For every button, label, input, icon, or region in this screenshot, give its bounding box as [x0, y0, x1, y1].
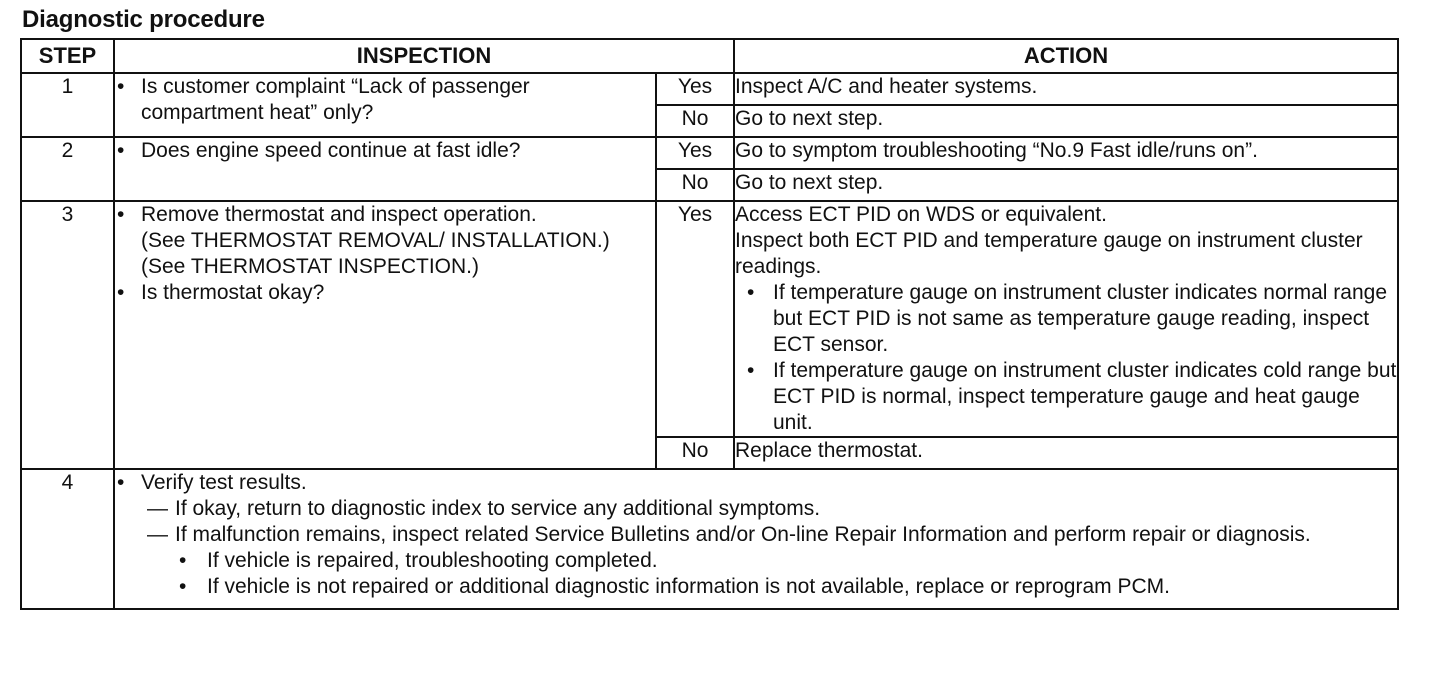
action-cell: Replace thermostat. — [734, 437, 1398, 469]
action-bullet: • If temperature gauge on instrument cluster indicates cold range but ECT PID is normal, inspect temperature gauge and heat gauge unit. — [735, 358, 1397, 436]
sub-bullet: • If vehicle is not repaired or additional diagnostic information is not available, replace or reprogram PCM. — [177, 574, 1397, 600]
action-cell: Go to next step. — [734, 169, 1398, 201]
inspection-bullet: • Is customer complaint “Lack of passenger compartment heat” only? — [115, 74, 655, 126]
step-number: 3 — [21, 201, 114, 469]
no-label: No — [656, 437, 734, 469]
header-step: STEP — [21, 39, 114, 73]
yes-label: Yes — [656, 73, 734, 105]
dash-mark: — — [147, 523, 168, 546]
inspection-bullet: • Is thermostat okay? — [115, 280, 655, 306]
table-row — [21, 469, 1398, 609]
header-inspection: INSPECTION — [114, 39, 734, 73]
inspection-bullet — [115, 202, 655, 280]
table-row — [21, 137, 1398, 169]
inspection-text: • Remove thermostat and inspect operation. — [141, 203, 537, 226]
diagnostic-table — [20, 38, 1399, 610]
action-cell — [734, 201, 1398, 437]
action-bullet: • If temperature gauge on instrument cluster indicates normal range but ECT PID is not same as temperature gauge reading, inspect ECT sensor. — [735, 280, 1397, 358]
no-label: No — [656, 105, 734, 137]
header-row — [21, 39, 1398, 73]
inspection-cell — [114, 201, 656, 469]
table-row — [21, 201, 1398, 437]
step-number: 4 — [21, 469, 114, 609]
inspection-bullet: • Does engine speed continue at fast idle? — [115, 138, 655, 164]
inspection-cell — [114, 137, 656, 201]
sub-bullet: • If vehicle is repaired, troubleshooting completed. — [177, 548, 1397, 574]
action-cell: Inspect A/C and heater systems. — [734, 73, 1398, 105]
dash-text: If malfunction remains, inspect related Service Bulletins and/or On-line Repair Information and perform repair or diagnosis. — [175, 523, 1311, 546]
table-row — [21, 73, 1398, 105]
inspection-bullet: • Verify test results. — [115, 470, 1397, 496]
inspection-cell — [114, 73, 656, 137]
inspection-text: (See THERMOSTAT REMOVAL/ INSTALLATION.) — [141, 229, 610, 252]
inspection-cell — [114, 469, 1398, 609]
no-label: No — [656, 169, 734, 201]
dash-text: If okay, return to diagnostic index to service any additional symptoms. — [175, 497, 821, 520]
inspection-text: (See THERMOSTAT INSPECTION.) — [141, 255, 479, 278]
action-cell: Go to next step. — [734, 105, 1398, 137]
action-cell: Go to symptom troubleshooting “No.9 Fast idle/runs on”. — [734, 137, 1398, 169]
dash-mark: — — [147, 497, 168, 520]
step-number: 1 — [21, 73, 114, 137]
dash-item — [147, 522, 1397, 548]
page-title: Diagnostic procedure — [22, 6, 265, 33]
action-line: Inspect both ECT PID and temperature gauge on instrument cluster readings. — [735, 229, 1363, 278]
action-line: Access ECT PID on WDS or equivalent. — [735, 203, 1107, 226]
yes-label: Yes — [656, 201, 734, 437]
header-action: ACTION — [734, 39, 1398, 73]
dash-item — [147, 496, 1397, 522]
step-number: 2 — [21, 137, 114, 201]
yes-label: Yes — [656, 137, 734, 169]
dash-list — [115, 496, 1397, 548]
sub-bullet-list — [115, 548, 1397, 600]
